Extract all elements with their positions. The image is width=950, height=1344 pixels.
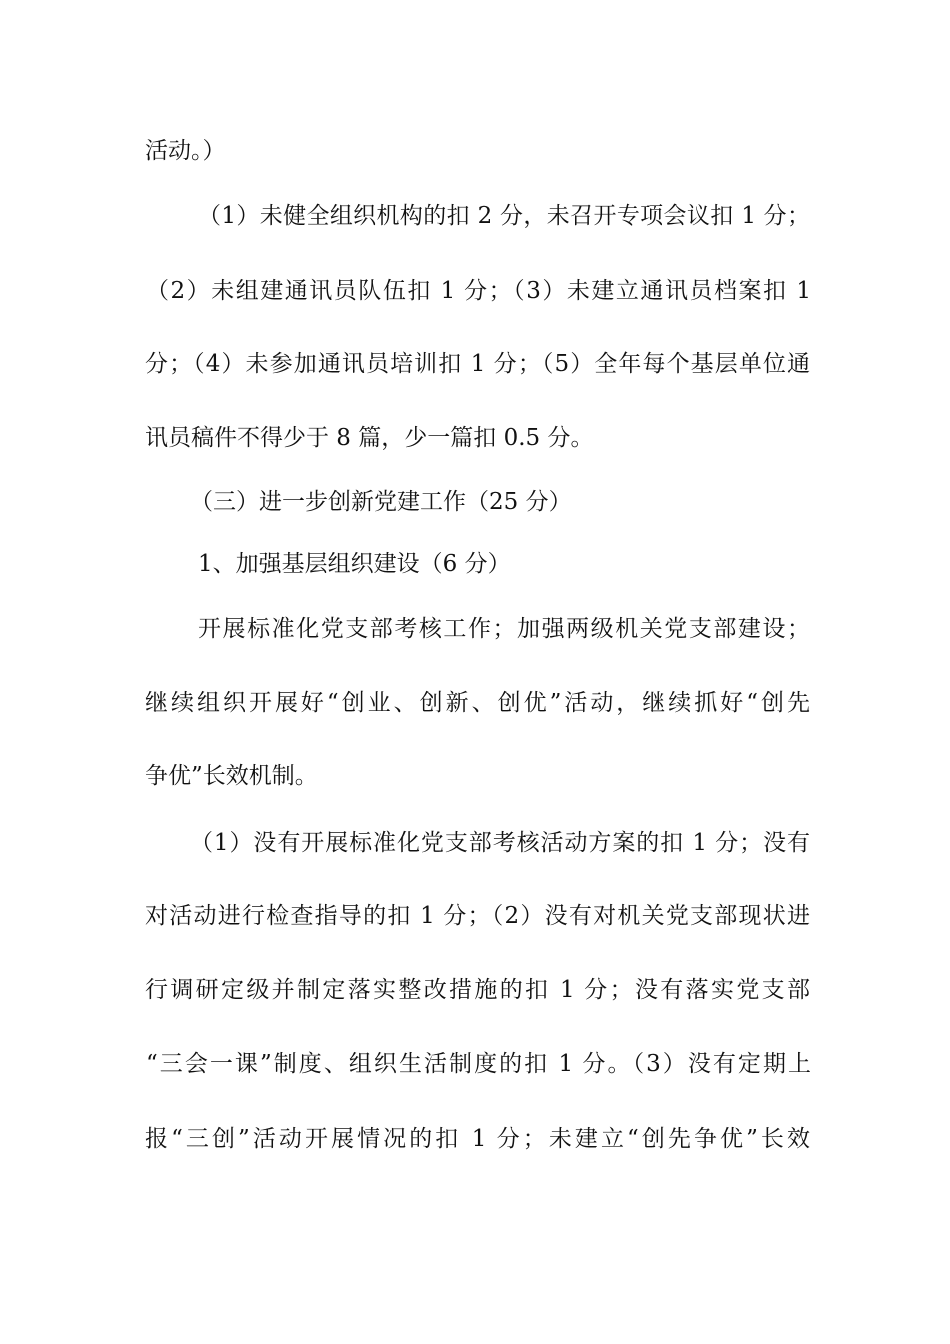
text-line-11: （1）没有开展标准化党支部考核活动方案的扣 1 分；没有 xyxy=(190,830,810,856)
text-line-2: （1）未健全组织机构的扣 2 分，未召开专项会议扣 1 分； xyxy=(198,203,810,229)
text-line-1: 活动。） xyxy=(145,138,226,164)
text-line-10: 争优”长效机制。 xyxy=(145,763,318,789)
text-line-13: 行调研定级并制定落实整改措施的扣 1 分；没有落实党支部 xyxy=(145,977,810,1003)
text-line-5: 讯员稿件不得少于 8 篇，少一篇扣 0.5 分。 xyxy=(145,425,594,451)
text-line-9: 继续组织开展好“创业、创新、创优”活动，继续抓好“创先 xyxy=(145,690,810,716)
text-line-12: 对活动进行检查指导的扣 1 分；（2）没有对机关党支部现状进 xyxy=(145,903,810,929)
subsection-heading: 1、加强基层组织建设（6 分） xyxy=(198,551,511,577)
section-heading: （三）进一步创新党建工作（25 分） xyxy=(190,489,572,515)
text-line-3: （2）未组建通讯员队伍扣 1 分；（3）未建立通讯员档案扣 1 xyxy=(146,278,811,304)
text-line-4: 分；（4）未参加通讯员培训扣 1 分；（5）全年每个基层单位通 xyxy=(145,351,810,377)
text-line-14: “三会一课”制度、组织生活制度的扣 1 分。（3）没有定期上 xyxy=(146,1051,811,1077)
text-line-15: 报“三创”活动开展情况的扣 1 分；未建立“创先争优”长效 xyxy=(145,1126,810,1152)
text-line-8: 开展标准化党支部考核工作；加强两级机关党支部建设； xyxy=(198,616,810,642)
